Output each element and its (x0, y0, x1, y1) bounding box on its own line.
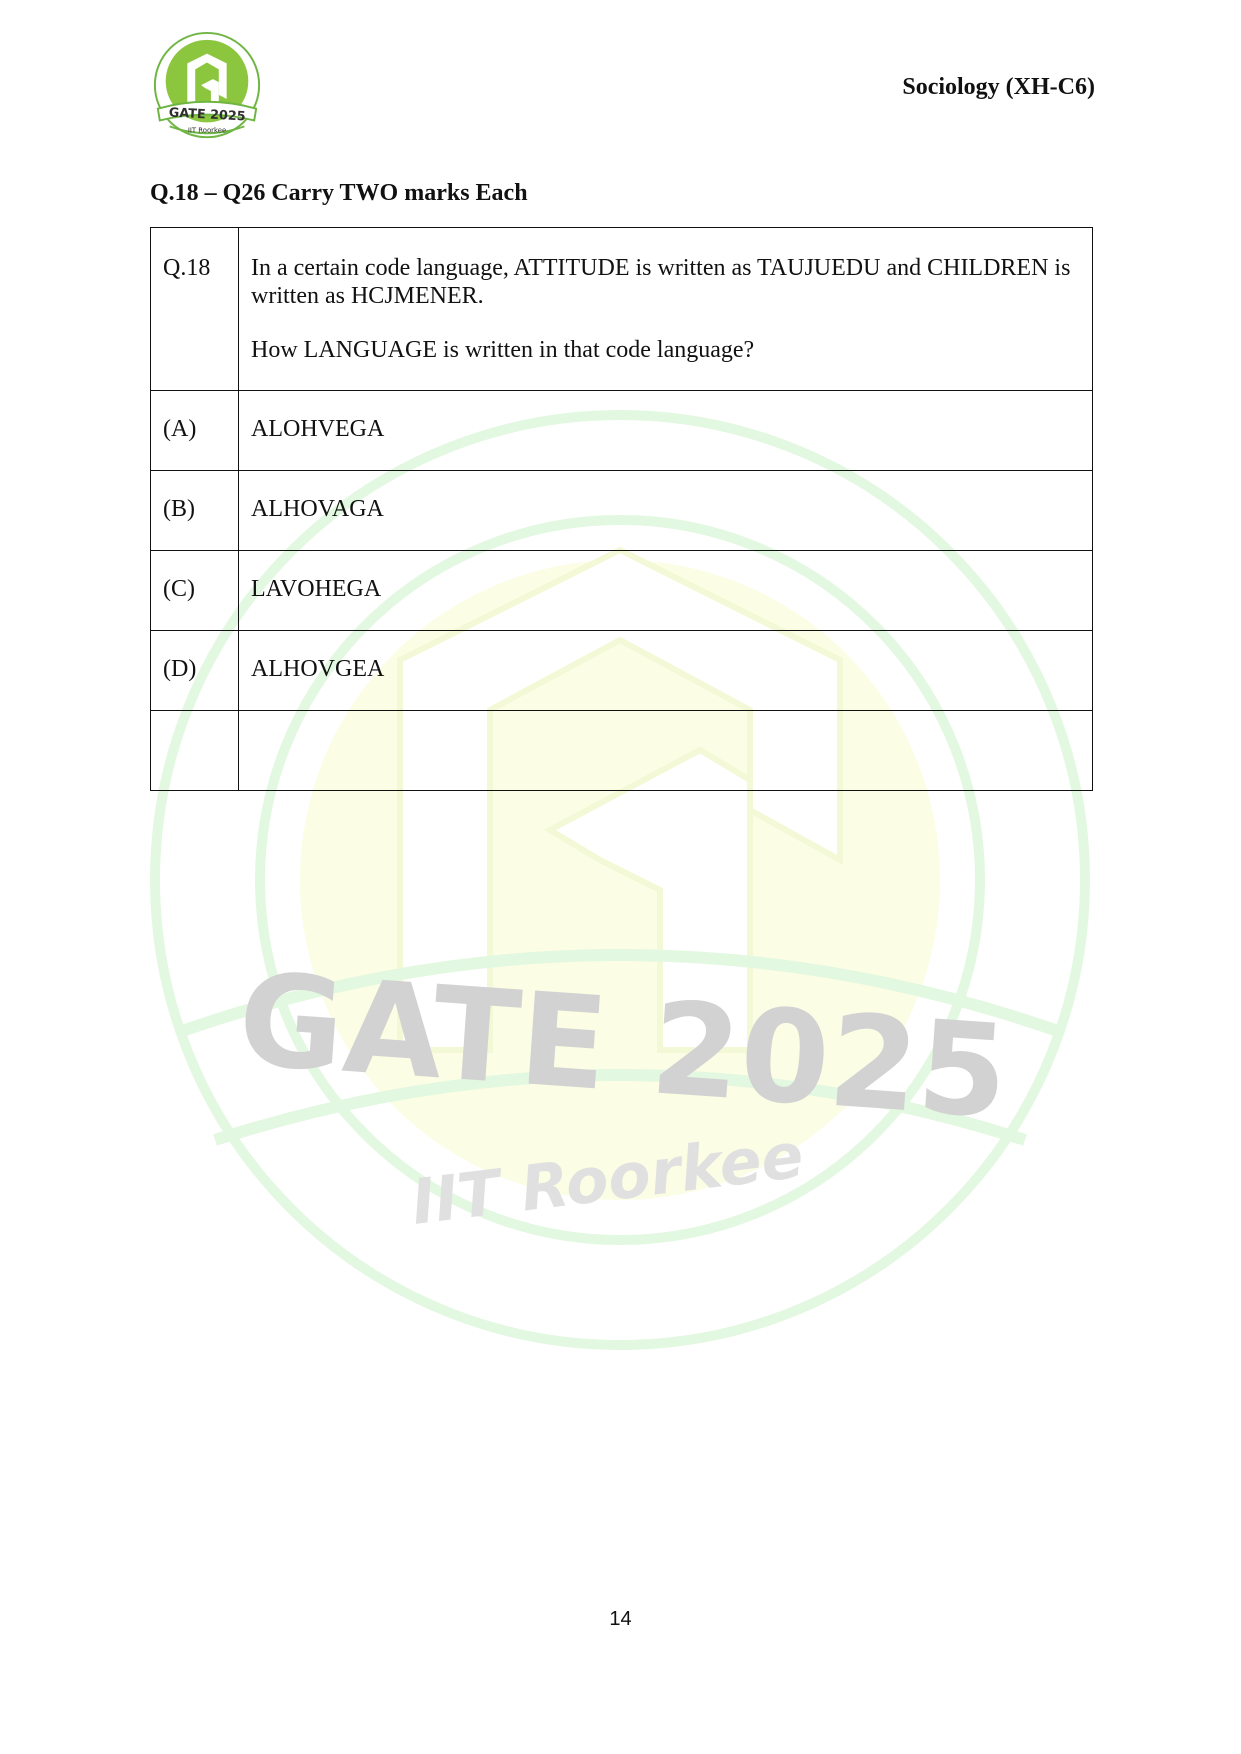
option-text: ALHOVGEA (251, 656, 385, 682)
option-text: ALOHVEGA (251, 416, 385, 442)
option-row-a[interactable] (151, 391, 1093, 471)
option-row-b[interactable] (151, 471, 1093, 551)
logo-title: GATE 2025 (168, 105, 246, 125)
empty-row (151, 711, 1093, 791)
question-text-cell (239, 228, 1093, 391)
logo-subtitle: IIT Roorkee (187, 126, 227, 135)
option-row-d[interactable] (151, 631, 1093, 711)
subject-title: Sociology (XH-C6) (902, 74, 1095, 100)
section-heading: Q.18 – Q26 Carry TWO marks Each (150, 180, 528, 206)
watermark-title: GATE 2025 (233, 945, 1013, 1148)
question-number-cell (151, 228, 239, 391)
option-row-c[interactable] (151, 551, 1093, 631)
option-label: (A) (163, 416, 197, 442)
question-number: Q.18 (163, 255, 211, 281)
gate-logo (148, 30, 266, 148)
question-text: In a certain code language, ATTITUDE is written as TAUJUEDU and CHILDREN is written as HCJMENER. (251, 255, 1071, 309)
page-number: 14 (609, 1608, 632, 1630)
option-text: ALHOVAGA (251, 496, 384, 522)
question-table (150, 227, 1093, 791)
question-prompt: How LANGUAGE is written in that code language? (251, 337, 755, 363)
question-row (151, 228, 1093, 391)
option-label: (D) (163, 656, 197, 682)
option-label: (C) (163, 576, 195, 602)
option-text: LAVOHEGA (251, 576, 382, 602)
option-label: (B) (163, 496, 195, 522)
watermark-subtitle: IIT Roorkee (407, 1118, 808, 1239)
